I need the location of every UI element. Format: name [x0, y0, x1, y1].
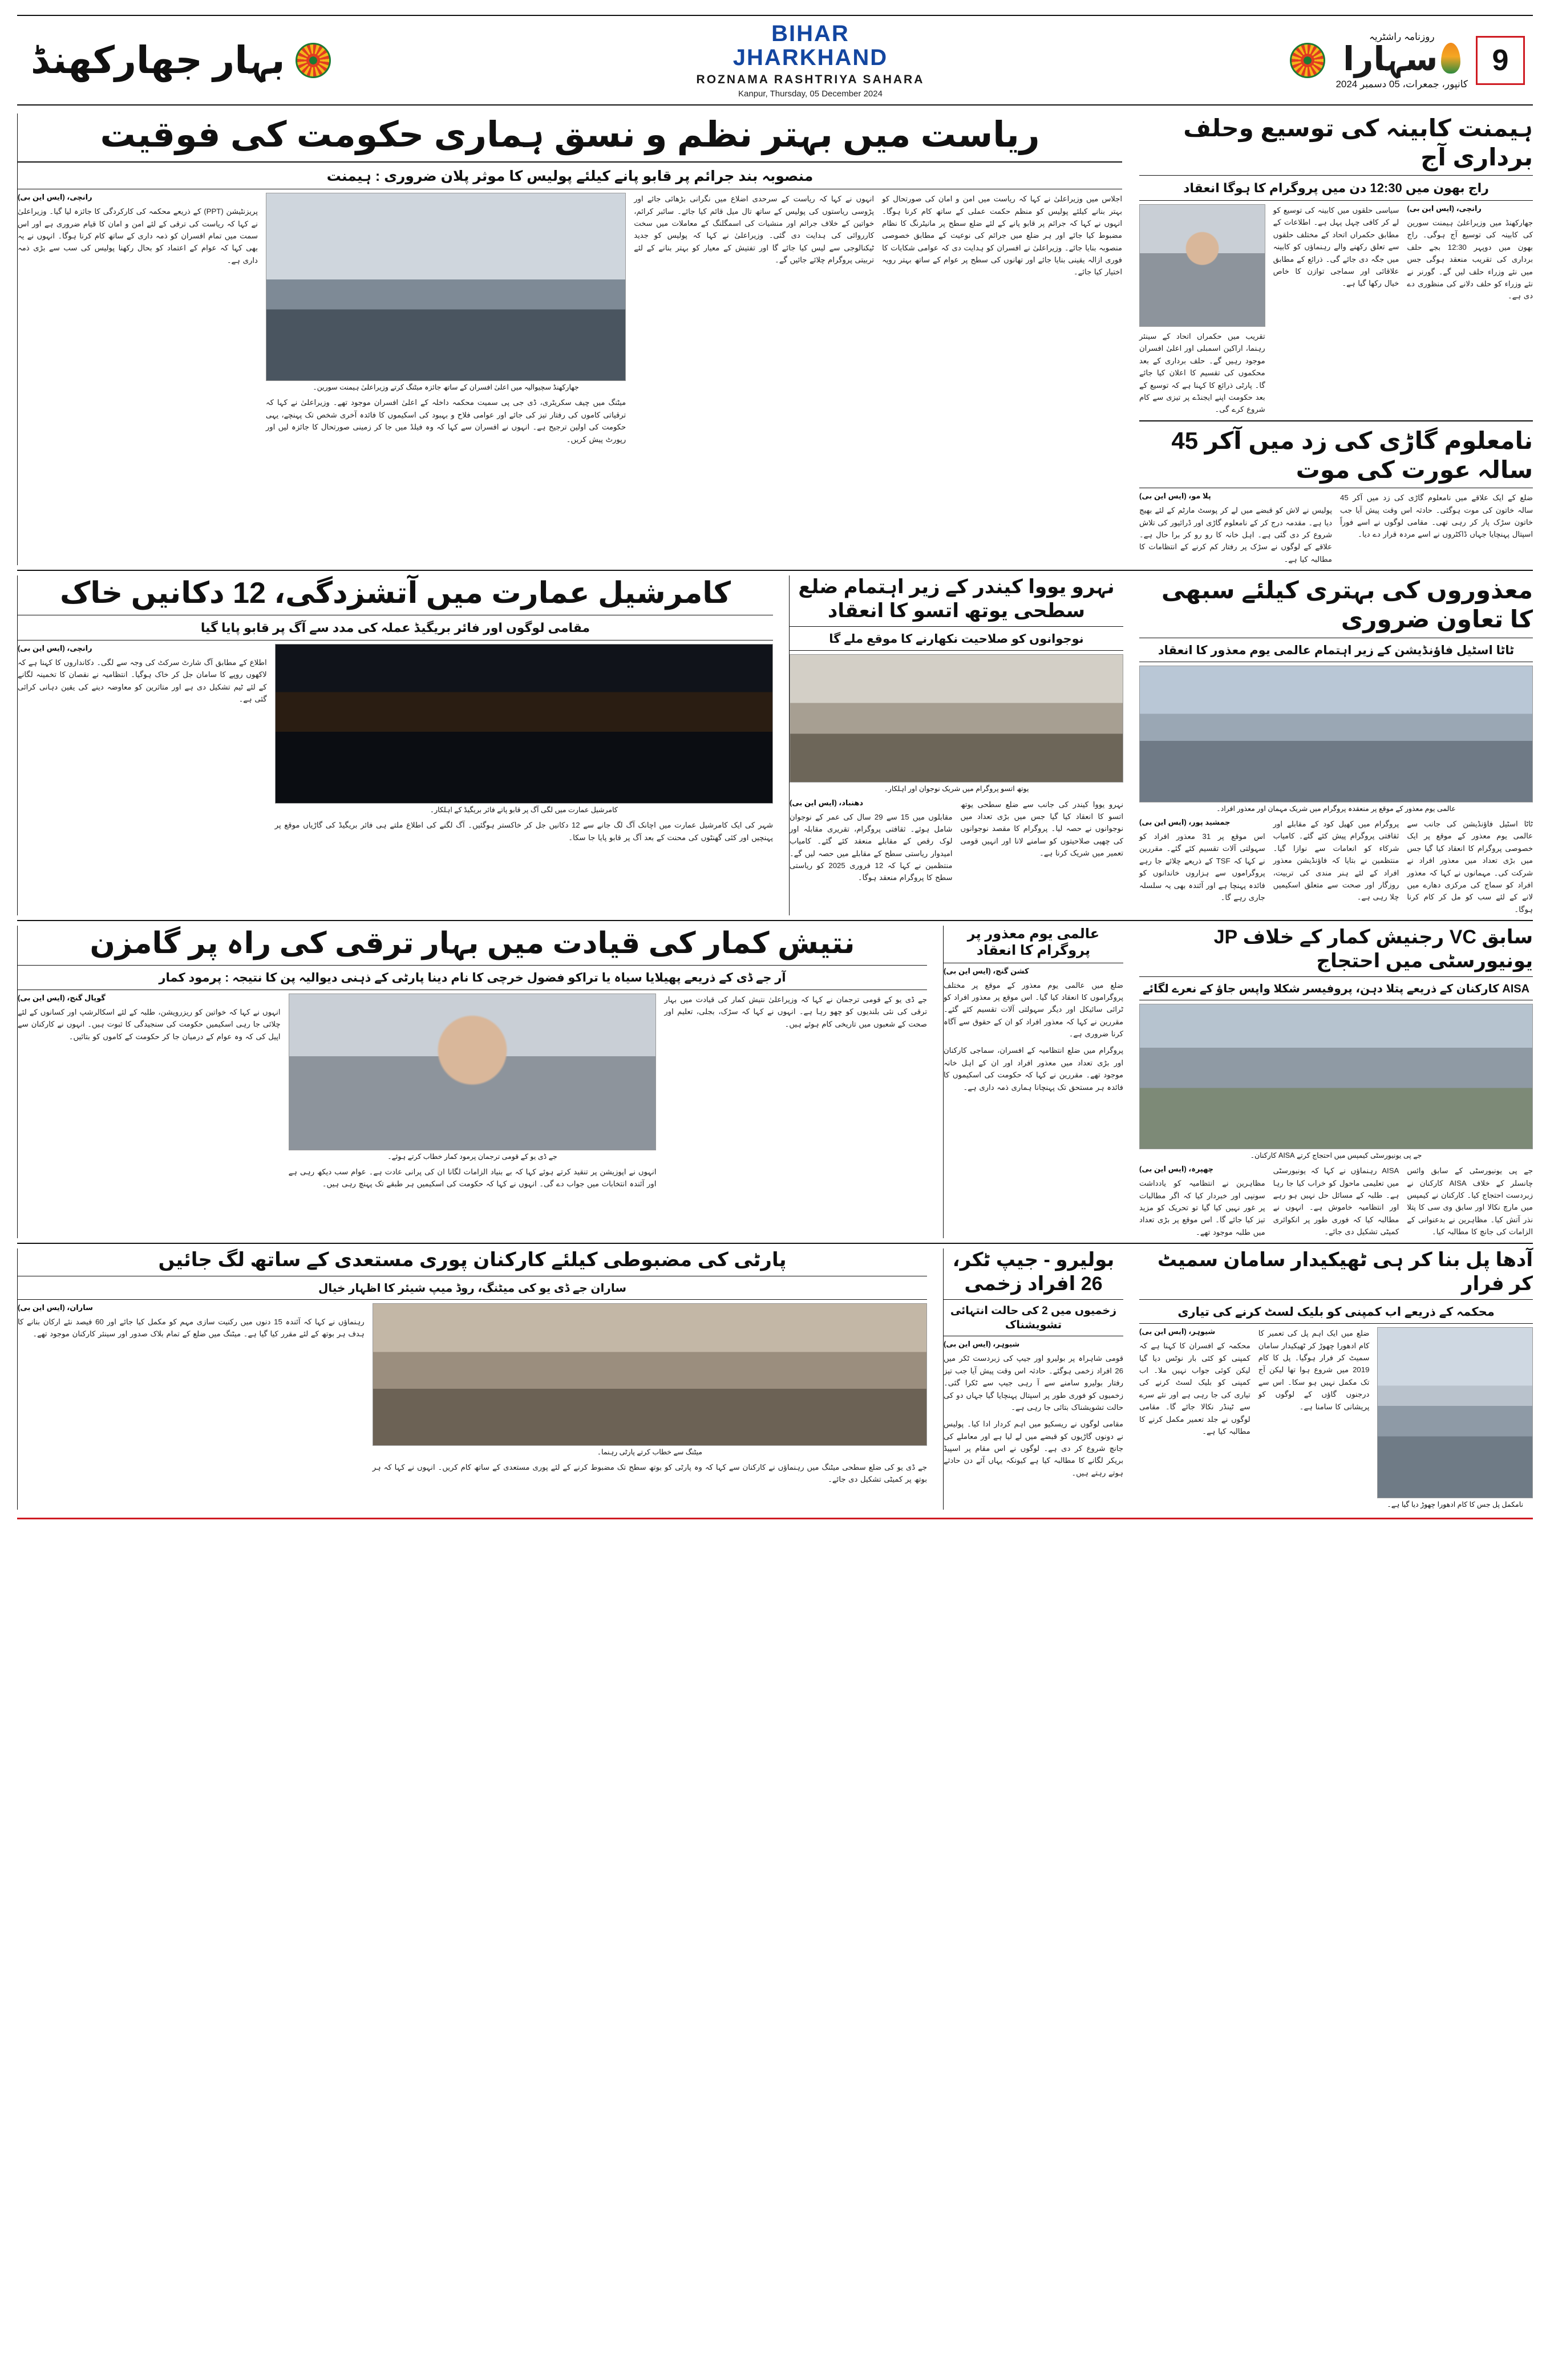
photo-caption: یوتھ اتسو پروگرام میں شریک نوجوان اور اہلکار۔: [884, 785, 1029, 793]
story-photo: [1139, 666, 1533, 802]
story-photo: [275, 644, 773, 804]
byline: جمشید پور، (ایس این بی): [1139, 818, 1231, 827]
logo-wordmark: [1335, 42, 1468, 77]
byline: شیوہر، (ایس این بی): [944, 1340, 1020, 1349]
story-photo: [1377, 1327, 1533, 1498]
headline: کامرشیل عمارت میں آتشزدگی، 12 دکانیں خاک: [59, 577, 731, 610]
text-col-1: [664, 994, 927, 1190]
bottom-red-rule: [17, 1518, 1533, 1519]
body-text: انہوں نے اپوزیشن پر تنقید کرتے ہوئے کہا کہ بے بنیاد الزامات لگانا ان کی پرانی عادت ہے۔ عوام سب دیکھ رہی ہے اور آئندہ انتخابات میں جواب دے گی۔ انہوں نے کہا کہ حکومت کی اسکیمیں ہر طبقے تک پہنچ رہی ہیں۔: [288, 1167, 657, 1189]
masthead-left: [1335, 32, 1525, 89]
byline: رانچی، (ایس این بی): [1407, 204, 1482, 213]
story-youth-festival: [789, 575, 1131, 915]
text-col-3: [1139, 818, 1265, 915]
subhead: آر جے ڈی کے ذریعے پھیلایا سیاہ یا تراکو فضول خرچی کا نام دینا پارٹی کے ذہنی دیوالیہ پن کا نتیجہ : پرمود کمار: [159, 971, 786, 985]
body-text: جے ڈی یو کے قومی ترجمان نے کہا کہ وزیراعلیٰ نتیش کمار کی قیادت میں بہار ترقی کی نئی بلندیوں کو چھو رہا ہے۔ انہوں نے کہا کہ سڑک، بجلی، تعلیم اور صحت کے شعبوں میں تاریخی کام ہوئے ہیں۔: [664, 995, 927, 1028]
story-nitish: [17, 926, 935, 1238]
subhead: زخمیوں میں 2 کی حالت انتہائی تشویشناک: [950, 1305, 1117, 1331]
lead-headline: ریاست میں بہتر نظم و نسق ہماری حکومت کی فوقیت: [100, 115, 1040, 155]
text-col-1: [961, 798, 1124, 884]
second-zone: [17, 575, 1533, 915]
body-text: نہرو یووا کیندر کی جانب سے ضلع سطحی یوتھ اتسو کا انعقاد کیا گیا جس میں بڑی تعداد میں نوجوانوں نے حصہ لیا۔ پروگرام کا مقصد نوجوانوں کی چھپی صلاحیتوں کو سامنے لانا اور انہیں قومی تعمیر میں شریک کرنا ہے۔: [960, 800, 1123, 858]
rosette-ornament-right: [296, 43, 331, 78]
lead-col-4: [18, 193, 258, 445]
body-text: پولیس نے لاش کو قبضے میں لے کر پوسٹ مارٹم کے لئے بھیج دیا ہے۔ مقدمہ درج کر کے نامعلوم گاڑی اور ڈرائیور کی تلاش شروع کر دی گئی ہے۔ اہل خانہ کا رو رو کر برا حال ہے۔ علاقے کے لوگوں نے سڑک پر رفتار کم کرنے کے انتظامات کا مطالبہ کیا ہے۔: [1139, 506, 1332, 563]
text-col-2: [1273, 1165, 1399, 1238]
text-col-1: [1407, 204, 1533, 416]
story-photo: [289, 994, 657, 1150]
subhead: محکمہ کے ذریعے اب کمپنی کو بلیک لسٹ کرنے کی تیاری: [1177, 1305, 1495, 1319]
body-text: ٹاٹا اسٹیل فاؤنڈیشن کی جانب سے عالمی یوم معذور کے موقع پر ایک خصوصی پروگرام کا انعقاد کیا گیا جس میں بڑی تعداد میں معذور افراد نے شرکت کی۔ مہمانوں نے کہا کہ معذور افراد کو سماج کی مرکزی دھارے میں لانے کے لئے سب کو مل کر کام کرنا ہوگا۔: [1407, 820, 1533, 914]
headline: پارٹی کی مضبوطی کیلئے کارکنان پوری مستعدی کے ساتھ لگ جائیں: [158, 1249, 787, 1271]
body-text: اس موقع پر 31 معذور افراد کو سہولتی آلات تقسیم کئے گئے۔ مقررین نے کہا کہ TSF کے ذریعے چلائے جا رہے پروگراموں سے ہزاروں خاندانوں کو فائدہ پہنچا ہے اور آئندہ بھی یہ سلسلہ جاری رہے گا۔: [1139, 832, 1265, 902]
text-col-2: [18, 1303, 365, 1486]
story-woman-killed: [1139, 426, 1533, 565]
byline: پلا مو، (ایس این بی): [1139, 492, 1211, 501]
headline: نامعلوم گاڑی کی زد میں آکر 45 سالہ عورت کی موت: [1171, 427, 1533, 483]
body-text: پروگرام میں ضلع انتظامیہ کے افسران، سماجی کارکنان اور بڑی تعداد میں معذور افراد اور ان کے اہل خانہ موجود تھے۔ مقررین نے کہا کہ حکومت کی اسکیموں کا فائدہ ہر مستحق تک پہنچانا ہماری ذمہ داری ہے۔: [944, 1046, 1123, 1092]
story-bridge: [1139, 1248, 1533, 1509]
masthead-place-date: Kanpur, Thursday, 05 December 2024: [738, 89, 883, 99]
body-text: قومی شاہراہ پر بولیرو اور جیپ کی زبردست ٹکر میں 26 افراد زخمی ہوگئے۔ حادثہ اس وقت پیش آیا جب تیز رفتار بولیرو سامنے سے آ رہی جیپ سے ٹکرا گئی۔ زخمیوں کو فوری طور پر اسپتال پہنچایا گیا جہاں دو کی حالت تشویشناک بتائی جا رہی ہے۔: [944, 1354, 1123, 1412]
headline: معذوروں کی بہتری کیلئے سبھی کا تعاون ضروری: [1161, 577, 1533, 633]
left-package: [1139, 113, 1533, 565]
flame-icon: [1441, 43, 1460, 74]
story-photo: [373, 1303, 927, 1446]
body-text: اجلاس میں وزیراعلیٰ نے کہا کہ ریاست میں امن و امان کی صورتحال کو بہتر بنانے کیلئے پولیس کو منظم حکمت عملی کے ساتھ کام کرنا ہوگا۔ انہوں نے کہا کہ جرائم پر قابو پانے کے لئے ضلع سطح پر مانیٹرنگ کا نظام مضبوط کیا جائے اور ہر ضلع میں جرائم کی نوعیت کے مطابق خصوصی منصوبہ بنایا جائے۔ وزیراعلیٰ نے افسران کو ہدایت دی کہ عوامی شکایات کا فوری ازالہ یقینی بنایا جائے اور تھانوں کی سطح پر عوام کے ساتھ بہتر رویہ اختیار کیا جائے۔: [882, 194, 1122, 277]
nitish-photo-col: [289, 994, 657, 1190]
byline: شیوہر، (ایس این بی): [1139, 1327, 1216, 1336]
lead-story: [17, 113, 1131, 565]
subhead: راج بھون میں 12:30 دن میں پروگرام کا ہوگا انعقاد: [1183, 181, 1489, 196]
body-text: انہوں نے کہا کہ خواتین کو ریزرویشن، طلبہ کے لئے اسکالرشپ اور کسانوں کے لئے چلائی جا رہی اسکیمیں حکومت کی سنجیدگی کا ثبوت ہیں۔ انہوں نے کارکنان سے اپیل کی کہ وہ عوام کے درمیان جا کر حکومت کے کاموں کو بتائیں۔: [17, 1007, 281, 1041]
photo-col: [1139, 204, 1265, 416]
subhead: ساران جے ڈی یو کی میٹنگ، روڈ میپ شیئر کا اظہار خیال: [318, 1282, 626, 1295]
subhead: ٹاٹا اسٹیل فاؤنڈیشن کے زیر اہتمام عالمی یوم معذور کا انعقاد: [1158, 643, 1515, 657]
photo-caption: جے پی یونیورسٹی کیمپس میں احتجاج کرتے AISA کارکنان۔: [1250, 1151, 1422, 1159]
body-text: سیاسی حلقوں میں کابینہ کی توسیع کو لے کر کافی چہل پہل ہے۔ اطلاعات کے مطابق حکمراں اتحاد کے مختلف حلقوں سے تعلق رکھنے والے رہنماؤں کو کابینہ میں جگہ دی جائے گی۔ ذرائع کے مطابق علاقائی اور سماجی توازن کا خاص خیال رکھا گیا ہے۔: [1273, 206, 1399, 288]
lead-col-1: [882, 193, 1122, 445]
third-zone: [17, 926, 1533, 1238]
text-col-2: [1139, 492, 1332, 565]
masthead-title-line1: BIHAR: [771, 21, 849, 46]
headline: نہرو یووا کیندر کے زیر اہتمام ضلع سطحی یوتھ اتسو کا انعقاد: [798, 576, 1115, 622]
subhead: نوجوانوں کو صلاحیت نکھارنے کا موقع ملے گا: [829, 632, 1084, 646]
lead-subhead: منصوبہ بند جرائم پر قابو پانے کیلئے پولیس کا موثر پلان ضروری : ہیمنت: [326, 168, 814, 184]
photo-caption: عالمی یوم معذور کے موقع پر منعقدہ پروگرام میں شریک مہمان اور معذور افراد۔: [1216, 804, 1456, 813]
story-fire: [17, 575, 781, 915]
story-party-meeting: [17, 1248, 935, 1509]
story-photo: [1139, 1004, 1533, 1149]
lead-photo: [266, 193, 626, 381]
byline: کشن گنج، (ایس این بی): [944, 966, 1029, 975]
page-number: 9: [1476, 36, 1525, 85]
story-disabled-day: [1139, 575, 1533, 915]
party-photo-col: [373, 1303, 927, 1486]
top-zone: [17, 113, 1533, 565]
lead-photo-col: [266, 193, 626, 445]
body-text: میٹنگ میں چیف سکریٹری، ڈی جی پی سمیت محکمہ داخلہ کے اعلیٰ افسران موجود تھے۔ وزیراعلیٰ نے کہا کہ ترقیاتی کاموں کی رفتار تیز کی جائے اور عوامی فلاح و بہبود کی اسکیموں کا فائدہ آخری شخص تک پہنچے، یہی حکومت کی اولین ترجیح ہے۔ انہوں نے افسران سے کہا کہ وہ فیلڈ میں جا کر زمینی صورتحال کا جائزہ لیں اور رپورٹ پیش کریں۔: [265, 398, 626, 444]
story-aisa-protest: [1139, 926, 1533, 1238]
masthead-title-line2: JHARKHAND: [732, 45, 888, 70]
subhead: مقامی لوگوں اور فائر بریگیڈ عملہ کی مدد سے آگ پر قابو پایا گیا: [200, 621, 590, 635]
body-text: مقامی لوگوں نے ریسکیو میں اہم کردار ادا کیا۔ پولیس نے دونوں گاڑیوں کو قبضے میں لے لیا ہے اور معاملے کی جانچ شروع کر دی ہے۔ لوگوں نے اس مقام پر اسپیڈ بریکر لگانے کا مطالبہ کیا ہے کیونکہ یہاں آئے دن حادثے ہوتے رہتے ہیں۔: [944, 1420, 1123, 1477]
body-text: پریزنٹیشن (PPT) کے ذریعے محکمہ کی کارکردگی کا جائزہ لیا گیا۔ وزیراعلیٰ نے کہا کہ ریاست کی ترقی کے لئے امن و امان کا قیام ضروری ہے اور اس سمت میں تمام افسران کو ذمہ داری کے ساتھ کام کرنا ہوگا۔ انہوں نے یہ بھی کہا کہ عوام کے اعتماد کو بحال رکھنا پولیس کی سب سے بڑی ذمہ داری ہے۔: [18, 207, 258, 265]
text-col-2: [790, 798, 953, 884]
body-text: محکمہ کے افسران کا کہنا ہے کہ کمپنی کو کئی بار نوٹس دیا گیا لیکن کوئی جواب نہیں ملا۔ اب کمپنی کو بلیک لسٹ کرنے کی تیاری کی جا رہی ہے اور نئے سرے سے ٹینڈر نکالا جائے گا۔ مقامی لوگوں نے جلد تعمیر مکمل کرنے کا مطالبہ کیا ہے۔: [1139, 1341, 1250, 1436]
byline: چھپرہ، (ایس این بی): [1139, 1165, 1214, 1174]
body-text: مقابلوں میں 15 سے 29 سال کی عمر کے نوجوان شامل ہوئے۔ ثقافتی پروگرام، تقریری مقابلہ اور لوک رقص کے مقابلے منعقد کئے گئے۔ کامیاب امیدوار ریاستی سطح کے مقابلے میں حصہ لیں گے۔ منتظمین نے کہا کہ 12 فروری 2025 کو ریاستی سطح کا پروگرام منعقد ہوگا۔: [790, 812, 953, 882]
photo-caption: جھارکھنڈ سچیوالیہ میں اعلیٰ افسران کے ساتھ جائزہ میٹنگ کرتے وزیراعلیٰ ہیمنت سورین۔: [313, 383, 579, 392]
headline: آدھا پل بنا کر ہی ٹھیکیدار سامان سمیٹ کر فرار: [1157, 1249, 1533, 1295]
body-text: پروگرام میں کھیل کود کے مقابلے اور ثقافتی پروگرام پیش کئے گئے۔ کامیاب شرکاء کو انعامات سے نوازا گیا۔ منتظمین نے بتایا کہ فاؤنڈیشن معذور افراد کے لئے ہنر مندی کی تربیت، روزگار اور صحت سے متعلق اسکیمیں چلا رہی ہے۔: [1273, 820, 1399, 902]
bridge-photo-col: [1377, 1327, 1533, 1509]
text-col-2: [1139, 1327, 1250, 1509]
masthead-urdu-title: بہار جھارکھنڈ: [31, 39, 285, 81]
headline: عالمی یوم معذور پر پروگرام کا انعقاد: [967, 926, 1100, 959]
subhead: AISA کارکنان کے ذریعے پتلا دہن، پروفیسر شکلا واپس جاؤ کے نعرے لگائے: [1142, 982, 1530, 995]
headline: بولیرو - جیپ ٹکر، 26 افراد زخمی: [952, 1249, 1115, 1295]
body-text: انہوں نے کہا کہ ریاست کے سرحدی اضلاع میں نگرانی بڑھائی جائے اور پڑوسی ریاستوں کی پولیس کے ساتھ تال میل قائم کیا جائے۔ سائبر کرائم، خواتین کے خلاف جرائم اور منشیات کی اسمگلنگ کے معاملات میں سخت کارروائی کی ہدایت دی گئی۔ وزیراعلیٰ نے کہا کہ پولیس کو جدید ٹیکنالوجی سے لیس کیا جائے گا اور تفتیش کے معیار کو بہتر بنانے کے لئے تربیتی پروگرام چلائے جائیں گے۔: [634, 194, 875, 264]
text-col-1: [1258, 1327, 1370, 1509]
logo-word: سہارا: [1343, 40, 1438, 78]
story-accident: [943, 1248, 1131, 1509]
masthead: [17, 15, 1533, 106]
body-text: ضلع کے ایک علاقے میں نامعلوم گاڑی کی زد میں آکر 45 سالہ خاتون کی موت ہوگئی۔ حادثہ اس وقت پیش آیا جب خاتون سڑک پار کر رہی تھی۔ مقامی لوگوں نے اسے فوراً اسپتال پہنچایا جہاں ڈاکٹروں نے اسے مردہ قرار دے دیا۔: [1340, 493, 1533, 539]
text-col-2: [18, 644, 267, 844]
body-text: تقریب میں حکمراں اتحاد کے سینئر رہنما، اراکین اسمبلی اور اعلیٰ افسران موجود رہیں گے۔ حلف برداری کے بعد محکموں کی تقسیم کا اعلان کیا جائے گا۔ پارٹی ذرائع کا کہنا ہے کہ توسیع کے بعد حکومت اپنے ایجنڈے پر تیزی سے کام شروع کرے گی۔: [1139, 332, 1265, 414]
text-col-2: [1273, 818, 1399, 915]
logo-top-line: روزنامہ راشٹریہ: [1369, 31, 1435, 42]
body-text: جے پی یونیورسٹی کے سابق وائس چانسلر کے خلاف AISA کارکنان نے زبردست احتجاج کیا۔ کارکنان نے کیمپس میں مارچ نکالا اور سابق وی سی کا پتلا نذر آتش کیا۔ مظاہرین نے بدعنوانی کے الزامات کی جانچ کا مطالبہ کیا۔: [1407, 1166, 1533, 1236]
text-col-1: [1340, 492, 1533, 565]
text-col-3: [1139, 1165, 1265, 1238]
body-text: رہنماؤں نے کہا کہ آئندہ 15 دنوں میں رکنیت سازی مہم کو مکمل کیا جائے اور 60 فیصد نئے ارکان بنانے کا ہدف ہر بوتھ کے لئے مقرر کیا گیا ہے۔ میٹنگ میں ضلع کے تمام بلاک صدور اور سینئر کارکنان موجود تھے۔: [18, 1317, 365, 1338]
photo-caption: کامرشیل عمارت میں لگی آگ پر قابو پاتے فائر بریگیڈ کے اہلکار۔: [430, 806, 618, 814]
byline: گوپال گنج، (ایس این بی): [17, 993, 106, 1002]
headline: ہیمنت کابینہ کی توسیع وحلف برداری آج: [1183, 115, 1533, 171]
text-col-3: [18, 994, 281, 1190]
story-disabled-brief: [943, 926, 1131, 1238]
photo-caption: نامکمل پل جس کا کام ادھورا چھوڑ دیا گیا ہے۔: [1387, 1501, 1524, 1509]
fire-photo-col: [275, 644, 773, 844]
photo-caption: میٹنگ سے خطاب کرتے پارٹی رہنما۔: [597, 1448, 702, 1456]
lead-col-2: [634, 193, 874, 445]
body-text: شہر کی ایک کامرشیل عمارت میں اچانک آگ لگ جانے سے 12 دکانیں جل کر خاکستر ہوگئیں۔ آگ لگنے کی اطلاع ملتے ہی فائر بریگیڈ کی گاڑیاں موقع پر پہنچیں اور کئی گھنٹوں کی محنت کے بعد آگ پر قابو پایا جا سکا۔: [274, 821, 773, 842]
byline: دھنباد، (ایس این بی): [790, 798, 864, 807]
text-col-1: [1407, 818, 1533, 915]
story-photo: [1139, 204, 1265, 327]
photo-caption: جے ڈی یو کے قومی ترجمان پرمود کمار خطاب کرتے ہوئے۔: [387, 1152, 557, 1161]
body-text: مظاہرین نے انتظامیہ کو یادداشت سونپی اور خبردار کیا کہ اگر مطالبات پر غور نہیں کیا گیا تو تحریک کو مزید تیز کیا جائے گا۔ اس موقع پر بڑی تعداد میں طلبہ موجود تھے۔: [1139, 1179, 1265, 1236]
story-photo: [790, 654, 1123, 782]
byline: رانچی، (ایس این بی): [18, 644, 92, 653]
headline: سابق VC رجنیش کمار کے خلاف JP یونیورسٹی میں احتجاج: [1213, 926, 1533, 972]
body-text: جے ڈی یو کی ضلع سطحی میٹنگ میں رہنماؤں نے کارکنان سے کہا کہ وہ پارٹی کو بوتھ سطح تک مضبوط کرنے کے لئے پوری مستعدی کے ساتھ کام کریں۔ انہوں نے کہا کہ ہر بوتھ پر کمیٹی تشکیل دی جائے۔: [372, 1462, 927, 1484]
byline: رانچی، (ایس این بی): [18, 193, 92, 202]
text-col-2: [1273, 204, 1399, 416]
byline: ساران، (ایس این بی): [18, 1303, 93, 1312]
body-text: اطلاع کے مطابق آگ شارٹ سرکٹ کی وجہ سے لگی۔ دکانداروں کا کہنا ہے کہ لاکھوں روپے کا سامان جل کر خاک ہوگیا۔ انتظامیہ نے نقصان کا تخمینہ لگانے کے لئے ٹیم تشکیل دی ہے اور متاثرین کو معاوضہ دینے کی یقین دہانی کرائی گئی ہے۔: [18, 658, 267, 704]
body-text: ضلع میں ایک اہم پل کی تعمیر کا کام ادھورا چھوڑ کر ٹھیکیدار سامان سمیٹ کر فرار ہوگیا۔ پل کا کام 2019 میں شروع ہوا تھا لیکن آج تک مکمل نہیں ہو سکا۔ اس سے درجنوں گاؤں کے لوگوں کو پریشانی کا سامنا ہے۔: [1258, 1329, 1370, 1411]
body-text: جھارکھنڈ میں وزیراعلیٰ ہیمنت سورین کی کابینہ کی توسیع آج ہوگی۔ راج بھون میں دوپہر 12:30 بجے حلف برداری کی تقریب منعقد ہوگی جس میں نئے وزراء حلف لیں گے۔ گورنر نے نئے وزراء کو حلف دلانے کی منظوری دے دی ہے۔: [1407, 218, 1533, 301]
masthead-subtitle: ROZNAMA RASHTRIYA SAHARA: [696, 73, 925, 86]
headline: نتیش کمار کی قیادت میں بہار ترقی کی راہ پر گامزن: [90, 927, 855, 960]
body-text: ضلع میں عالمی یوم معذور کے موقع پر مختلف پروگراموں کا انعقاد کیا گیا۔ اس موقع پر معذور افراد کو ٹرائی سائیکل اور دیگر سہولتی آلات تقسیم کئے گئے۔ مقررین نے کہا کہ معذور افراد کو ان کے حقوق سے آگاہ کرنا ضروری ہے۔: [944, 980, 1123, 1039]
rosette-ornament-left: [1290, 43, 1325, 78]
body-text: AISA رہنماؤں نے کہا کہ یونیورسٹی میں تعلیمی ماحول کو خراب کیا جا رہا ہے۔ طلبہ کے مسائل حل نہیں ہو رہے اور انتظامیہ خاموش ہے۔ انہوں نے مطالبہ کیا کہ فوری طور پر انکوائری کمیٹی تشکیل دی جائے۔: [1273, 1166, 1399, 1236]
logo-date-line: کانپور، جمعرات، 05 دسمبر 2024: [1335, 78, 1468, 90]
masthead-center: [341, 22, 1280, 99]
bottom-zone: [17, 1248, 1533, 1509]
publication-logo: [1335, 32, 1468, 89]
story-hemant-cabinet: [1139, 113, 1533, 416]
text-col-1: [1407, 1165, 1533, 1238]
